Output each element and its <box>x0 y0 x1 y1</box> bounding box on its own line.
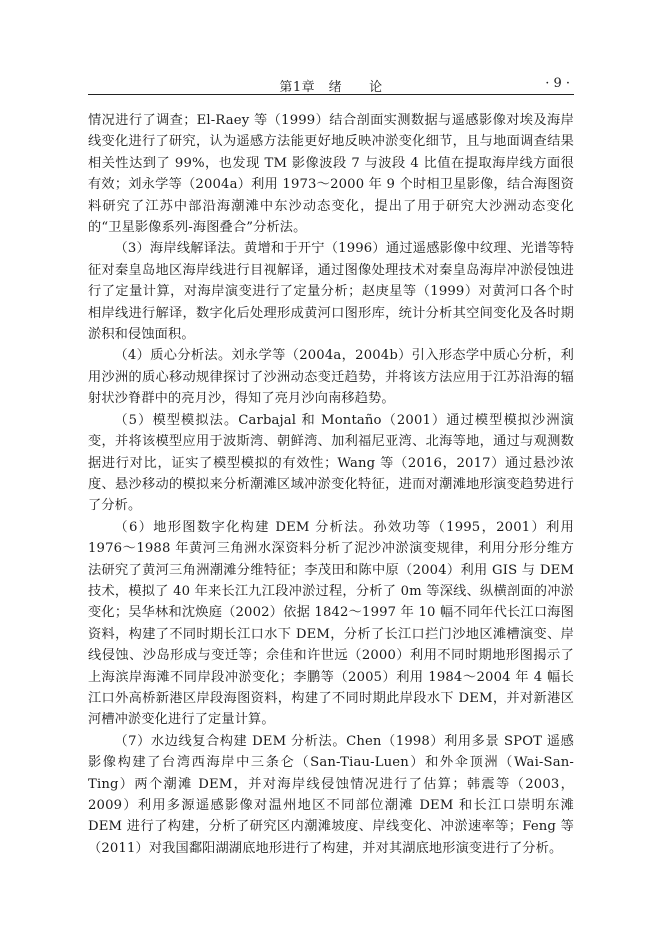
paragraph-waterline-dem: （7）水边线复合构建 DEM 分析法。Chen（1998）利用多景 SPOT 遥感影像构建了台湾西海岸中三条仑（San-Tiau-Luen）和外伞顶洲（Wai-San-Ting）两个潮滩 DEM，并对海岸线侵蚀情况进行了估算；韩震等（2003，2009）利用多源遥感影像对温州地区不同部位潮滩 DEM 和长江口崇明东滩 DEM 进行了构建，分析了研究区内潮滩坡度、岸线变化、冲淤速率等；Feng 等（2011）对我国鄱阳湖湖底地形进行了构建，并对其湖底地形演变进行了分析。 <box>88 733 574 856</box>
chapter-title: 第1章 绪 论 <box>279 80 383 95</box>
body-text <box>88 110 574 859</box>
running-header <box>88 74 574 95</box>
paragraph-continued: 情况进行了调查；El-Raey 等（1999）结合剖面实测数据与遥感影像对埃及海岸线变化进行了研究，认为遥感方法能更好地反映冲淤变化细节，且与地面调查结果相关性达到了 99%，也发现 TM 影像波段 7 与波段 4 比值在提取海岸线方面很有效；刘永学等（2004a）利用 1973～2000 年 9 个时相卫星影像，结合海图资料研究了江苏中部沿海潮滩中东沙动态变化，提出了用于研究大沙洲动态变化的“卫星影像系列-海图叠合”分析法。 <box>88 113 574 236</box>
paragraph-model-simulation: （5）模型模拟法。Carbajal 和 Montaño（2001）通过模型模拟沙洲演变，并将该模型应用于波斯湾、朝鲜湾、加利福尼亚湾、北海等地，通过与观测数据进行对比，证实了模型模拟的有效性；Wang 等（2016，2017）通过悬沙浓度、悬沙移动的模拟来分析潮滩区域冲淤变化特征，进而对潮滩地形演变趋势进行了分析。 <box>88 412 574 514</box>
paragraph-centroid-analysis: （4）质心分析法。刘永学等（2004a，2004b）引入形态学中质心分析，利用沙洲的质心移动规律探讨了沙洲动态变迁趋势，并将该方法应用于江苏沿海的辐射状沙脊群中的亮月沙，得知了亮月沙向南移趋势。 <box>88 348 574 407</box>
paragraph-topographic-dem: （6）地形图数字化构建 DEM 分析法。孙效功等（1995，2001）利用 1976～1988 年黄河三角洲水深资料分析了泥沙冲淤演变规律，利用分形分维方法研究了黄河三角洲潮滩分维特征；李茂田和陈中原（2004）利用 GIS 与 DEM 技术，模拟了 40 年来长江九江段冲淤过程，分析了 0m 等深线、纵横剖面的冲淤变化；吴华林和沈焕庭（2002）依据 1842～1997 年 10 幅不同年代长江口海图资料，构建了不同时期长江口水下 DEM，分析了长江口拦门沙地区滩槽演变、岸线侵蚀、沙岛形成与变迁等；佘佳和许世远（2000）利用不同时期地形图揭示了上海滨岸海滩不同岸段冲淤变化；李鹏等（2005）利用 1984～2004 年 4 幅长江口外高桥新港区岸段海图资料，构建了不同时期此岸段水下 DEM，并对新港区河槽冲淤变化进行了定量计算。 <box>88 519 574 728</box>
page-number: · 9 · <box>545 76 570 91</box>
paragraph-shoreline-interpretation: （3）海岸线解译法。黄增和于开宁（1996）通过遥感影像中纹理、光谱等特征对秦皇岛地区海岸线进行目视解译，通过图像处理技术对秦皇岛海岸冲淤侵蚀进行了定量计算，对海岸演变进行了定量分析；赵庚星等（1999）对黄河口各个时相岸线进行解译，数字化后处理形成黄河口图形库，统计分析其空间变化及各时期淤积和侵蚀面积。 <box>88 241 574 343</box>
